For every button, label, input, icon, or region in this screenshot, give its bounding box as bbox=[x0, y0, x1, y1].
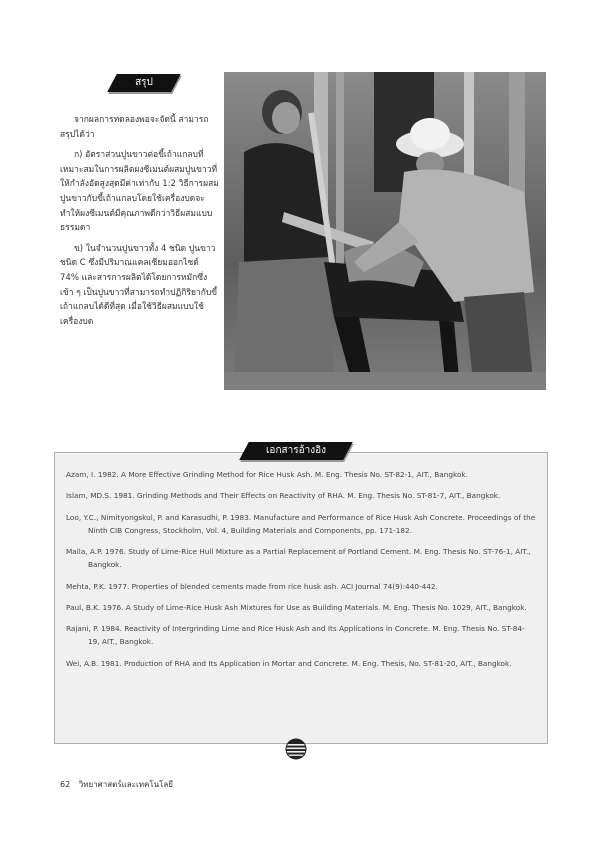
reference-item: Mehta, P.K. 1977. Properties of blended cements made from rice husk ash. ACI Journal 74(9):440-442. bbox=[66, 581, 438, 591]
summary-text bbox=[60, 113, 220, 335]
reference-item: Malla, A.P. 1976. Study of Lime-Rice Hull Mixture as a Partial Replacement of Portland Cement. M. Eng. Thesis No. ST-76-1, AIT., Bangkok. bbox=[66, 547, 531, 570]
summary-heading: สรุป bbox=[135, 77, 153, 88]
reference-item: Paul, B.K. 1976. A Study of Lime-Rice Husk Ash Mixtures for Use as Building Materials. M. Eng. Thesis No. 1029, AIT., Bangkok. bbox=[66, 602, 527, 612]
page-number: 62 bbox=[60, 780, 71, 789]
summary-paragraph: จากผลการทดลองพอจะจัดนี้ สามารถสรุปได้ว่า bbox=[60, 115, 209, 140]
globe-emblem-icon bbox=[285, 738, 307, 760]
references-list bbox=[66, 468, 536, 678]
reference-item: Islam, MD.S. 1981. Grinding Methods and Their Effects on Reactivity of RHA. M. Eng. Thesis No. ST-81-7, AIT., Bangkok. bbox=[66, 491, 501, 501]
field-photograph bbox=[224, 72, 546, 390]
reference-item: Wei, A.B. 1981. Production of RHA and Its Application in Mortar and Concrete. M. Eng. Thesis, No. ST-81-20, AIT., Bangkok. bbox=[66, 658, 512, 668]
summary-paragraph: ก) อัตราส่วนปูนขาวต่อขี้เถ้าแกลบที่เหมาะสมในการผลิตผงซีเมนต์ผสมปูนขาวที่ให้กำลังอัดสูงสุดมีค่าเท่ากับ 1:2 วิธีการผสมปูนขาวกับขี้เถ้าแกลบโดยใช้เครื่องบดจะทำให้ผงซีเมนต์มีคุณภาพดีกว่าวิธีผสมแบบธรรมดา bbox=[60, 150, 219, 234]
journal-title: วิทยาศาสตร์และเทคโนโลยี bbox=[78, 780, 173, 789]
reference-item: Rajani, P. 1984. Reactivity of Intergrinding Lime and Rice Husk Ash and Its Applications in Concrete. M. Eng. Thesis No. ST-84-19, AIT., Bangkok. bbox=[66, 624, 525, 647]
references-heading: เอกสารอ้างอิง bbox=[266, 445, 326, 456]
summary-paragraph: ข) ในจำนวนปูนขาวทั้ง 4 ชนิด ปูนขาวชนิด C ซึ่งมีปริมาณแคลเซียมออกไซด์ 74% และสารการผลิตได้โดยการหมักซึ่งเข้า ๆ เป็นปูนขาวที่สามารถทำปฏิกิริยากับขี้เถ้าแกลบได้ดีที่สุด เมื่อใช้วิธีผสมแบบใช้เครื่องบด bbox=[60, 243, 218, 327]
reference-item: Loo, Y.C., Nimityongskul, P. and Karasudhi, P. 1983. Manufacture and Performance of Rice Husk Ash Concrete. Proceedings of the Ninth CIB Congress, Stockholm, Vol. 4, Building Materials and Components, pp. 171-182. bbox=[66, 512, 536, 535]
reference-item: Azam, I. 1982. A More Effective Grinding Method for Rice Husk Ash. M. Eng. Thesis No. ST-82-1, AIT., Bangkok. bbox=[66, 470, 468, 479]
page-footer bbox=[60, 778, 173, 791]
